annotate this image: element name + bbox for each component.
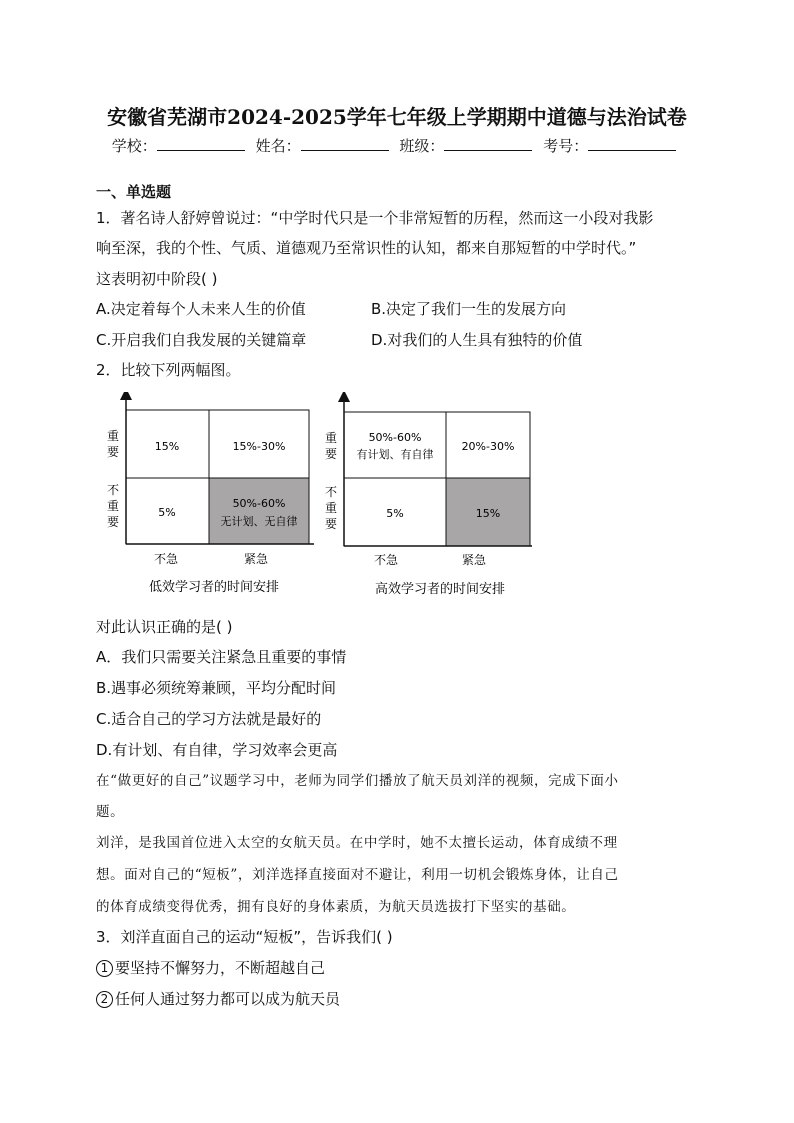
- left-y-unimportant-3: 要: [106, 515, 120, 529]
- school-blank[interactable]: [157, 136, 245, 151]
- right-cell-tr: 20%-30%: [461, 440, 515, 453]
- left-cell-br-2: 无计划、无自律: [220, 515, 298, 528]
- q3-item-1-text: 要坚持不懈努力，不断超越自己: [115, 959, 326, 977]
- left-y-unimportant-2: 重: [106, 499, 120, 513]
- section-heading: 一、单选题: [96, 183, 172, 201]
- passage-line3: 的体育成绩变得优秀，拥有良好的身体素质，为航天员选拔打下坚实的基础。: [96, 899, 576, 915]
- class-label: 班级：: [399, 137, 445, 155]
- left-x-not-urgent: 不急: [153, 552, 179, 566]
- right-matrix: [325, 396, 532, 597]
- left-cell-tr: 15%-30%: [232, 440, 286, 453]
- right-y-important-1: 重: [324, 431, 338, 445]
- right-caption: 高效学习者的时间安排: [374, 582, 506, 597]
- right-cell-br: 15%: [475, 507, 501, 520]
- school-label: 学校：: [111, 137, 157, 155]
- passage-intro-line1: 在“做更好的自己”议题学习中，老师为同学们播放了航天员刘洋的视频，完成下面小: [96, 773, 619, 789]
- passage-line1: 刘洋，是我国首位进入太空的女航天员。在中学时，她不太擅长运动，体育成绩不理: [96, 835, 618, 851]
- q2-question: 对此认识正确的是( ): [96, 618, 233, 636]
- page-title: 安徽省芜湖市2024-2025学年七年级上学期期中道德与法治试卷: [107, 105, 687, 129]
- left-cell-bl: 5%: [158, 506, 176, 519]
- left-y-unimportant-1: 不: [106, 483, 120, 497]
- passage-line2: 想。面对自己的“短板”，刘洋选择直接面对不避让，利用一切机会锻炼身体，让自己: [96, 867, 619, 883]
- q2-option-c[interactable]: C.适合自己的学习方法就是最好的: [96, 710, 322, 728]
- q1-option-d[interactable]: D.对我们的人生具有独特的价值: [371, 331, 583, 349]
- q1-stem-line2: 响至深，我的个性、气质、道德观乃至常识性的认知，都来自那短暂的中学时代。”: [96, 239, 637, 257]
- circled-number-1: 1: [96, 960, 113, 977]
- q3-item-2[interactable]: [96, 988, 340, 1009]
- number-blank[interactable]: [588, 136, 676, 151]
- name-label: 姓名：: [255, 137, 301, 155]
- right-y-unimportant-2: 重: [324, 501, 338, 515]
- right-y-important-2: 要: [324, 447, 338, 461]
- q1-stem-line1: 1．著名诗人舒婷曾说过：“中学时代只是一个非常短暂的历程，然而这一小段对我影: [96, 209, 654, 227]
- right-cell-tl-1: 50%-60%: [368, 431, 422, 444]
- q3-stem: 3．刘洋直面自己的运动“短板”，告诉我们( ): [96, 928, 393, 946]
- left-cell-br-1: 50%-60%: [232, 497, 286, 510]
- left-y-important-1: 重: [106, 429, 120, 443]
- left-matrix: [107, 394, 314, 595]
- q2-stem: 2．比较下列两幅图。: [96, 361, 241, 379]
- right-x-urgent: 紧急: [461, 553, 487, 567]
- time-matrix-figure: [96, 392, 536, 604]
- q1-option-c[interactable]: C.开启我们自我发展的关键篇章: [96, 331, 307, 349]
- left-cell-shaded: [209, 478, 309, 544]
- q2-option-b[interactable]: B.遇事必须统筹兼顾，平均分配时间: [96, 679, 337, 697]
- q3-item-1[interactable]: [96, 957, 325, 978]
- q1-option-b[interactable]: B.决定了我们一生的发展方向: [371, 300, 567, 318]
- right-x-not-urgent: 不急: [373, 553, 399, 567]
- right-y-unimportant-3: 要: [324, 517, 338, 531]
- right-cell-bl: 5%: [386, 507, 404, 520]
- circled-number-2: 2: [96, 991, 113, 1008]
- passage-intro-line2: 题。: [96, 804, 125, 820]
- q3-item-2-text: 任何人通过努力都可以成为航天员: [115, 990, 341, 1008]
- student-info-row: [0, 135, 794, 156]
- q2-option-a[interactable]: A．我们只需要关注紧急且重要的事情: [96, 648, 347, 666]
- q1-option-a[interactable]: A.决定着每个人未来人生的价值: [96, 300, 306, 318]
- q2-option-d[interactable]: D.有计划、有自律，学习效率会更高: [96, 741, 338, 759]
- q1-stem-line3: 这表明初中阶段( ): [96, 270, 218, 288]
- class-blank[interactable]: [444, 136, 532, 151]
- right-cell-tl-2: 有计划、有自律: [356, 448, 434, 461]
- left-y-important-2: 要: [106, 445, 120, 459]
- left-x-urgent: 紧急: [243, 552, 269, 566]
- left-caption: 低效学习者的时间安排: [148, 580, 280, 595]
- left-cell-tl: 15%: [154, 440, 180, 453]
- name-blank[interactable]: [301, 136, 389, 151]
- number-label: 考号：: [543, 137, 589, 155]
- right-y-unimportant-1: 不: [324, 485, 338, 499]
